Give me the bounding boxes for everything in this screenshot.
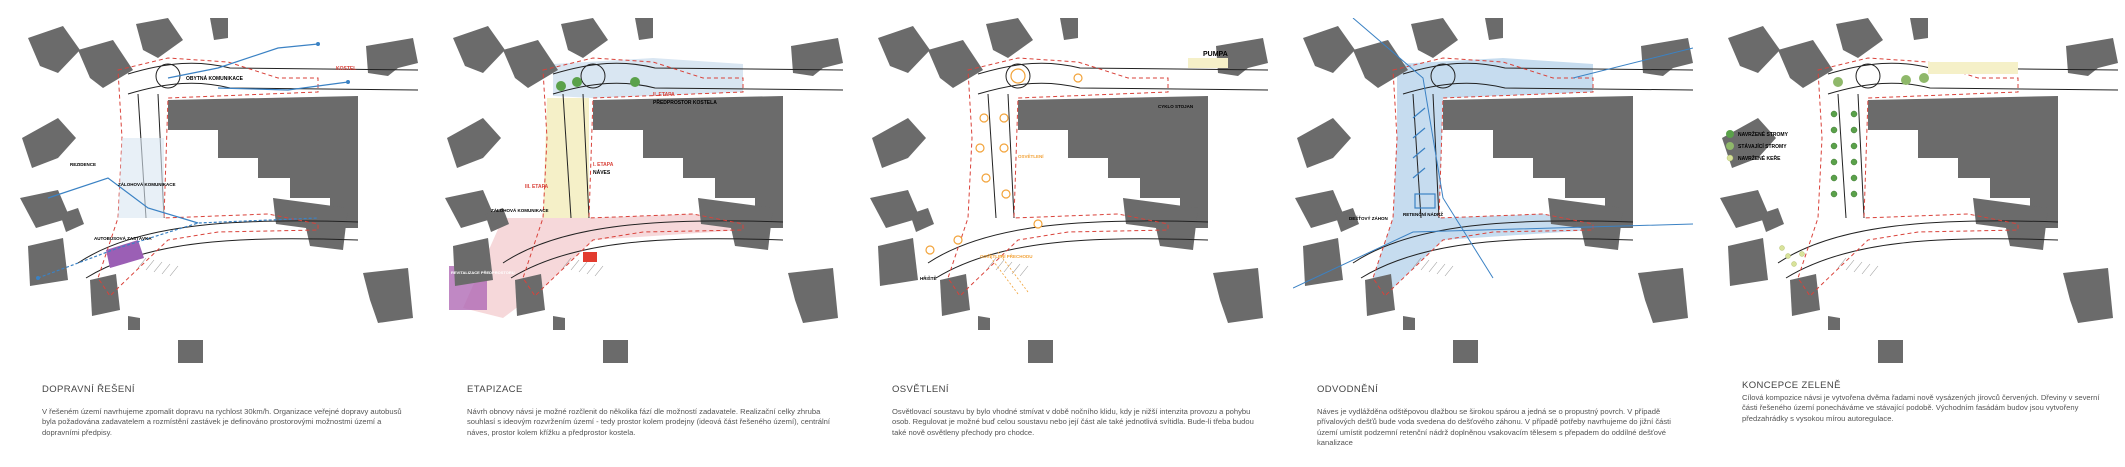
panel-greenery (1700, 0, 2125, 467)
panel-title: ODVODNĚNÍ (1317, 384, 1379, 395)
map-label: REZIDENCE (70, 162, 97, 167)
map-label: OBYTNÁ KOMUNIKACE (186, 76, 243, 82)
panel-text: Cílová kompozice návsi je vytvořena dvěma řadami nově vysázených jírovců červených. Dřeviny v severní části řešeného území ponecháváme ve stávající podobě. Východním fasádám budov jsou vytvořeny předzahrádky s vysokou mírou autoregulace. (1742, 393, 2100, 423)
panel-drainage (1275, 0, 1700, 467)
panel-text: Náves je vydlážděna odštěpovou dlažbou se širokou spárou a jedná se o propustný povrch. V případě přívalových dešťů bude voda svedena do dešťového záhonu. V případě potřeby navrhujeme do jižní části území umístit podzemní retenční nádrž doplněnou vsakovacím tělesem s přepadem do oddílné dešťové kanalizace (1317, 407, 1671, 448)
map-label: III. ETAPA (525, 184, 549, 190)
lighting-map (868, 18, 1268, 363)
bus-stop-area (106, 240, 144, 268)
map-label: RETENČNÍ NÁDRŽ (1403, 212, 1443, 217)
panel-traffic (0, 0, 425, 467)
panel-title: DOPRAVNÍ ŘEŠENÍ (42, 384, 135, 395)
map-label: ZÁLOHOVÁ KOMUNIKACE (118, 182, 176, 187)
phasing-map (443, 18, 843, 363)
panel-lighting (850, 0, 1275, 467)
legend-label: NAVRŽENÉ KEŘE (1738, 156, 1781, 162)
map-label: ZÁLOHOVÁ KOMUNIKACE (491, 208, 549, 213)
panel-text: Osvětlovací soustavu by bylo vhodné stmívat v době nočního klidu, kdy je nižší intenzita provozu a pohybu osob. Regulovat je možné buď celou soustavu nebo její část ale také jednotlivá svítidla. Bude-li třeba budou také nově osvětleny přechody pro chodce. (892, 407, 1254, 437)
panel-title: ETAPIZACE (467, 384, 523, 395)
drainage-map (1293, 18, 1693, 363)
panel-title: OSVĚTLENÍ (892, 384, 949, 395)
panel-text: Návrh obnovy návsi je možné rozčlenit do několika fází dle možností zadavatele. Realizační celky zhruba souhlasí s ideovým rozvržením území - tedy prostor kolem prodejny (ideová část řešeného území), centrální náves, prostor kolem křížku a předprostor kostela. (467, 407, 830, 437)
map-label: HŘIŠTĚ (920, 276, 937, 281)
panel-phasing (425, 0, 850, 467)
map-label: REVITALIZACE PŘEDPROSTORU (451, 270, 515, 275)
panel-title: KONCEPCE ZELENĚ (1742, 380, 1841, 391)
map-label: II. ETAPA (653, 92, 675, 98)
map-label: DEŠŤOVÝ ZÁHON (1349, 216, 1388, 221)
map-label: KOSTEL (336, 66, 357, 72)
map-label: OSVĚTLENÍ (1018, 154, 1044, 159)
legend-label: NAVRŽENÉ STROMY (1738, 132, 1788, 138)
map-label: AUTOBUSOVÁ ZASTÁVKA (94, 236, 152, 241)
map-label: PUMPA (1203, 51, 1228, 58)
panel-text: V řešeném území navrhujeme zpomalit dopravu na rychlost 30km/h. Organizace veřejné dopravy autobusů byla požadována zadavatelem a rozmístění zastávek je definováno prostorovými možnostmi území a dopravními předpisy. (42, 407, 402, 437)
legend-label: STÁVAJÍCÍ STROMY (1738, 144, 1787, 150)
map-label: OSVĚTLENÍ PŘECHODU (980, 254, 1033, 259)
greenery-map (1718, 18, 2118, 363)
map-label: CYKLO STOJAN (1158, 104, 1194, 109)
map-label: I. ETAPA (593, 162, 614, 168)
map-label: PŘEDPROSTOR KOSTELA (653, 100, 717, 106)
traffic-map (18, 18, 418, 363)
map-label: NÁVES (593, 170, 611, 176)
